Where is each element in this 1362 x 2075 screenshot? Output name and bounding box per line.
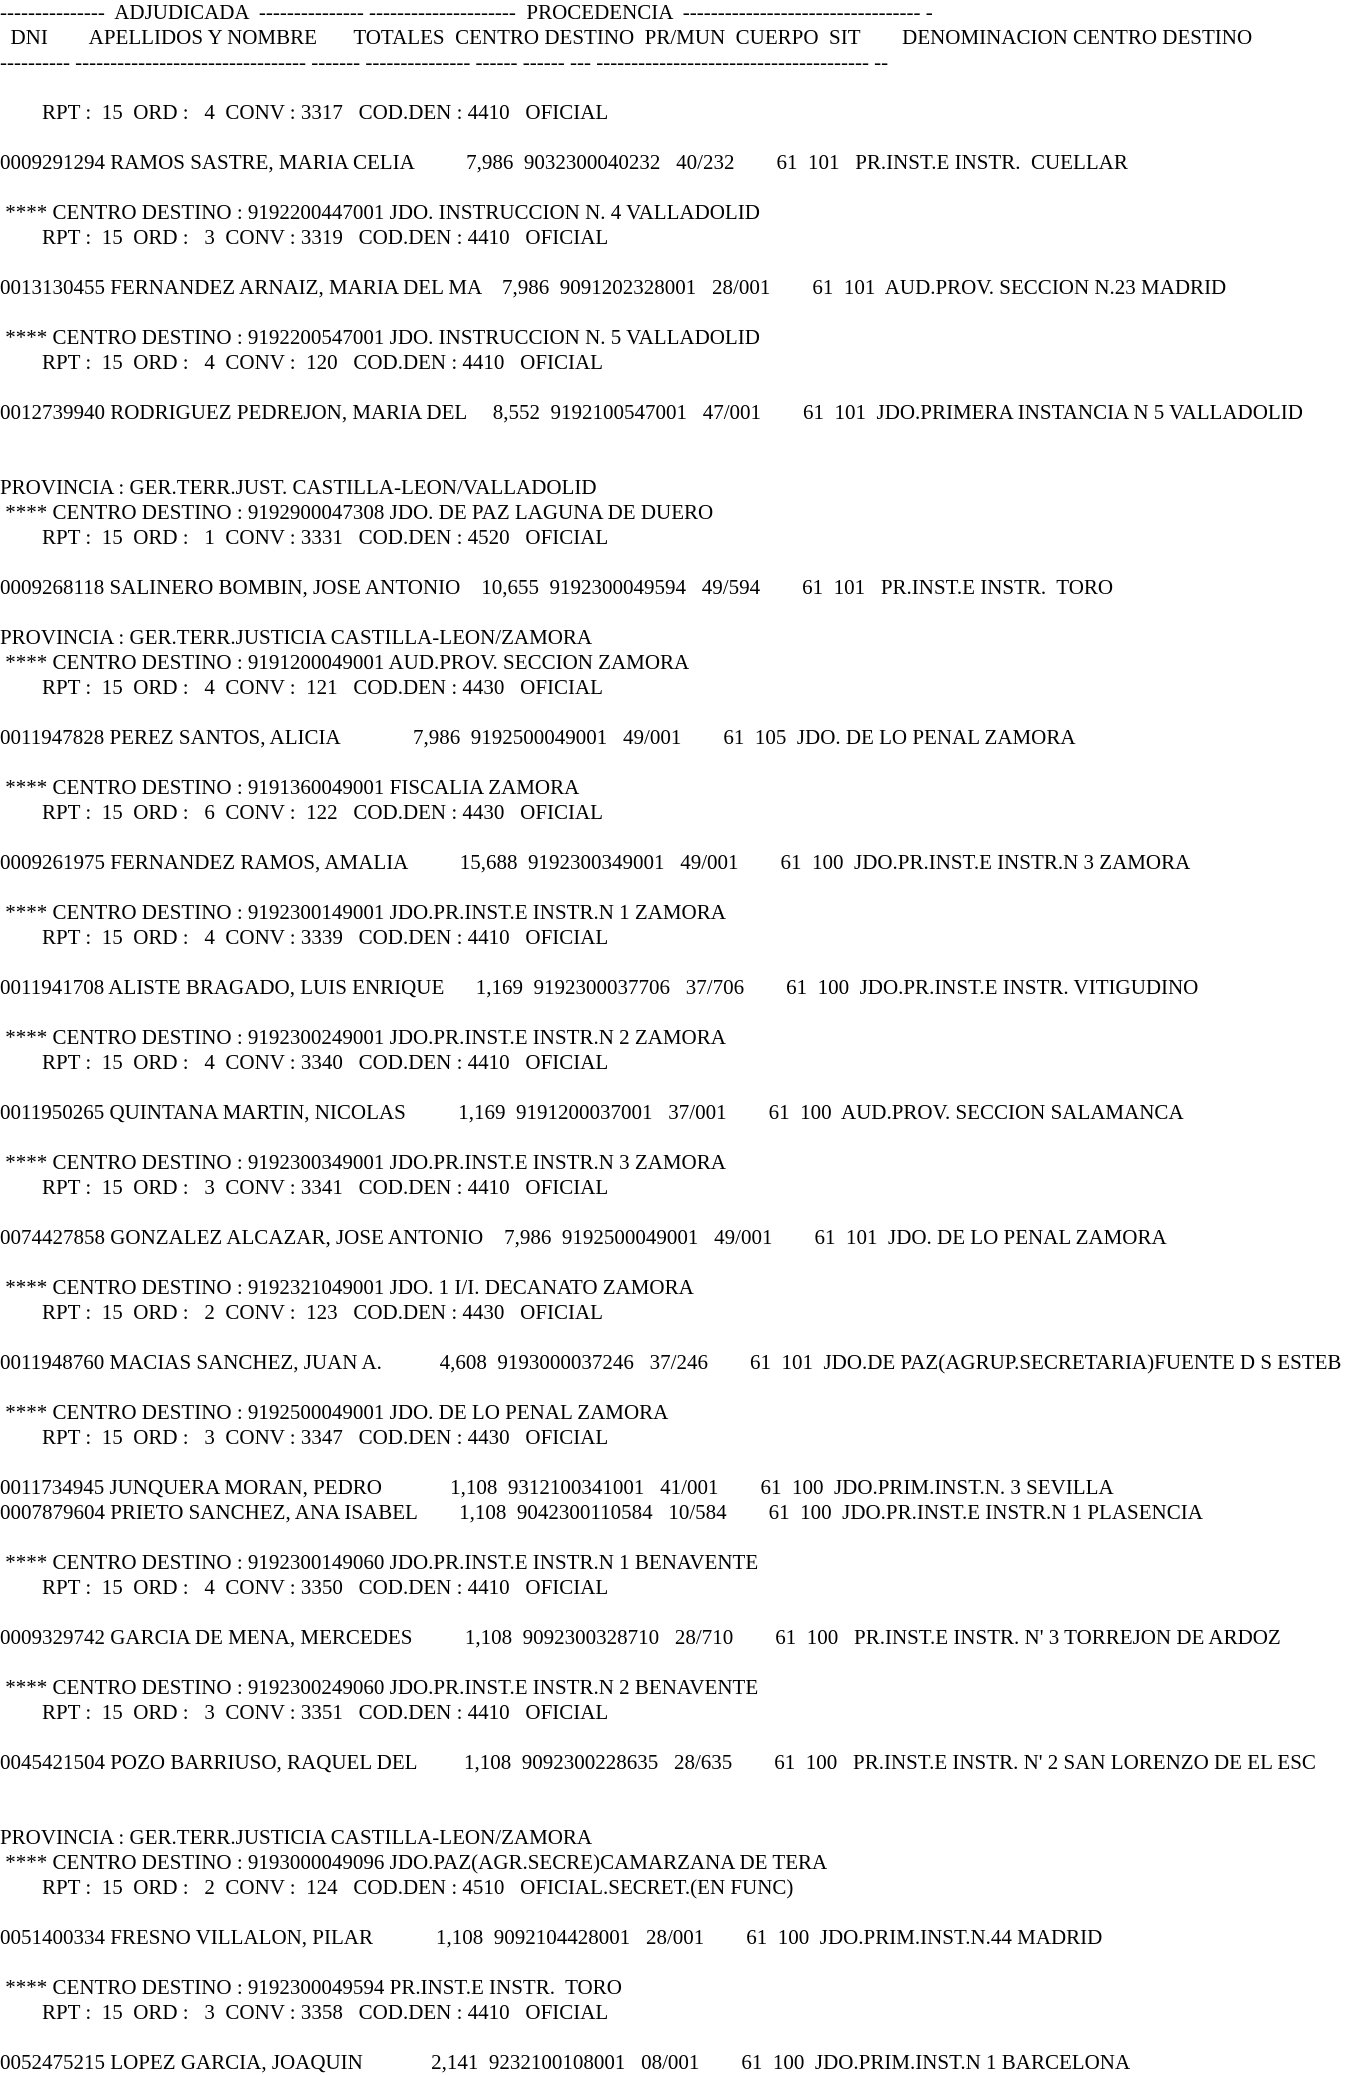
header-rule-bottom: ---------- --------------------------------- ------- --------------- ------ ------ --- --------------------------------------- -- (0, 50, 889, 74)
blank-line (0, 1325, 1362, 1350)
blank-line (0, 1775, 1362, 1800)
centro-destino-line: **** CENTRO DESTINO : 9192300049594 PR.INST.E INSTR. TORO (0, 1975, 622, 1999)
centro-destino-line: **** CENTRO DESTINO : 9191200049001 AUD.PROV. SECCION ZAMORA (0, 650, 690, 674)
blank-line (0, 1950, 1362, 1975)
rpt-line: RPT : 15 ORD : 4 CONV : 3317 COD.DEN : 4410 OFICIAL (42, 100, 609, 124)
rpt-line: RPT : 15 ORD : 2 CONV : 123 COD.DEN : 4430 OFICIAL (42, 1300, 604, 1324)
rpt-line: RPT : 15 ORD : 4 CONV : 121 COD.DEN : 4430 OFICIAL (42, 675, 604, 699)
blank-line (0, 375, 1362, 400)
blank-line (0, 175, 1362, 200)
provincia-line: PROVINCIA : GER.TERR.JUSTICIA CASTILLA-LEON/ZAMORA (0, 1825, 593, 1849)
rpt-line: RPT : 15 ORD : 4 CONV : 3340 COD.DEN : 4410 OFICIAL (42, 1050, 609, 1074)
blank-line (0, 875, 1362, 900)
blank-line (0, 75, 1362, 100)
rpt-line: RPT : 15 ORD : 4 CONV : 3350 COD.DEN : 4410 OFICIAL (42, 1575, 609, 1599)
record-line: 0012739940 RODRIGUEZ PEDREJON, MARIA DEL 8,552 9192100547001 47/001 61 101 JDO.PRIMERA INSTANCIA N 5 VALLADOLID (0, 400, 1303, 424)
provincia-line: PROVINCIA : GER.TERR.JUSTICIA CASTILLA-LEON/ZAMORA (0, 625, 593, 649)
blank-line (0, 750, 1362, 775)
blank-line (0, 1525, 1362, 1550)
header-rule-top: --------------- ADJUDICADA --------------- --------------------- PROCEDENCIA ---------------------------------- - (0, 0, 933, 24)
centro-destino-line: **** CENTRO DESTINO : 9192200547001 JDO. INSTRUCCION N. 5 VALLADOLID (0, 325, 760, 349)
record-line: 0074427858 GONZALEZ ALCAZAR, JOSE ANTONIO 7,986 9192500049001 49/001 61 101 JDO. DE LO PENAL ZAMORA (0, 1225, 1167, 1249)
record-line: 0009329742 GARCIA DE MENA, MERCEDES 1,108 9092300328710 28/710 61 100 PR.INST.E INSTR. N' 3 TORREJON DE ARDOZ (0, 1625, 1281, 1649)
blank-line (0, 1650, 1362, 1675)
document-body (0, 75, 1362, 2075)
blank-line (0, 1000, 1362, 1025)
centro-destino-line: **** CENTRO DESTINO : 9192500049001 JDO. DE LO PENAL ZAMORA (0, 1400, 669, 1424)
blank-line (0, 125, 1362, 150)
blank-line (0, 300, 1362, 325)
blank-line (0, 250, 1362, 275)
rpt-line: RPT : 15 ORD : 3 CONV : 3358 COD.DEN : 4410 OFICIAL (42, 2000, 609, 2024)
column-headers: DNI APELLIDOS Y NOMBRE TOTALES CENTRO DESTINO PR/MUN CUERPO SIT DENOMINACION CENTRO DESTINO (0, 25, 1253, 49)
centro-destino-line: **** CENTRO DESTINO : 9192300249001 JDO.PR.INST.E INSTR.N 2 ZAMORA (0, 1025, 726, 1049)
rpt-line: RPT : 15 ORD : 3 CONV : 3347 COD.DEN : 4430 OFICIAL (42, 1425, 609, 1449)
record-line: 0011941708 ALISTE BRAGADO, LUIS ENRIQUE 1,169 9192300037706 37/706 61 100 JDO.PR.INST.E INSTR. VITIGUDINO (0, 975, 1199, 999)
blank-line (0, 700, 1362, 725)
rpt-line: RPT : 15 ORD : 3 CONV : 3351 COD.DEN : 4410 OFICIAL (42, 1700, 609, 1724)
centro-destino-line: **** CENTRO DESTINO : 9192300349001 JDO.PR.INST.E INSTR.N 3 ZAMORA (0, 1150, 726, 1174)
rpt-line: RPT : 15 ORD : 4 CONV : 3339 COD.DEN : 4410 OFICIAL (42, 925, 609, 949)
blank-line (0, 1450, 1362, 1475)
centro-destino-line: **** CENTRO DESTINO : 9192300149001 JDO.PR.INST.E INSTR.N 1 ZAMORA (0, 900, 726, 924)
rpt-line: RPT : 15 ORD : 6 CONV : 122 COD.DEN : 4430 OFICIAL (42, 800, 604, 824)
blank-line (0, 1900, 1362, 1925)
centro-destino-line: **** CENTRO DESTINO : 9191360049001 FISCALIA ZAMORA (0, 775, 580, 799)
centro-destino-line: **** CENTRO DESTINO : 9192200447001 JDO. INSTRUCCION N. 4 VALLADOLID (0, 200, 760, 224)
blank-line (0, 2025, 1362, 2050)
blank-line (0, 1375, 1362, 1400)
provincia-line: PROVINCIA : GER.TERR.JUST. CASTILLA-LEON/VALLADOLID (0, 475, 597, 499)
rpt-line: RPT : 15 ORD : 4 CONV : 120 COD.DEN : 4410 OFICIAL (42, 350, 604, 374)
blank-line (0, 1250, 1362, 1275)
record-line: 0009261975 FERNANDEZ RAMOS, AMALIA 15,688 9192300349001 49/001 61 100 JDO.PR.INST.E INSTR.N 3 ZAMORA (0, 850, 1191, 874)
record-line: 0007879604 PRIETO SANCHEZ, ANA ISABEL 1,108 9042300110584 10/584 61 100 JDO.PR.INST.E INSTR.N 1 PLASENCIA (0, 1500, 1203, 1524)
blank-line (0, 1600, 1362, 1625)
blank-line (0, 600, 1362, 625)
record-line: 0052475215 LOPEZ GARCIA, JOAQUIN 2,141 9232100108001 08/001 61 100 JDO.PRIM.INST.N 1 BARCELONA (0, 2050, 1131, 2074)
record-line: 0011947828 PEREZ SANTOS, ALICIA 7,986 9192500049001 49/001 61 105 JDO. DE LO PENAL ZAMORA (0, 725, 1076, 749)
blank-line (0, 1075, 1362, 1100)
rpt-line: RPT : 15 ORD : 1 CONV : 3331 COD.DEN : 4520 OFICIAL (42, 525, 609, 549)
blank-line (0, 550, 1362, 575)
record-line: 0013130455 FERNANDEZ ARNAIZ, MARIA DEL MA 7,986 9091202328001 28/001 61 101 AUD.PROV. SECCION N.23 MADRID (0, 275, 1227, 299)
record-line: 0051400334 FRESNO VILLALON, PILAR 1,108 9092104428001 28/001 61 100 JDO.PRIM.INST.N.44 MADRID (0, 1925, 1103, 1949)
record-line: 0011950265 QUINTANA MARTIN, NICOLAS 1,169 9191200037001 37/001 61 100 AUD.PROV. SECCION SALAMANCA (0, 1100, 1184, 1124)
blank-line (0, 1125, 1362, 1150)
rpt-line: RPT : 15 ORD : 3 CONV : 3341 COD.DEN : 4410 OFICIAL (42, 1175, 609, 1199)
centro-destino-line: **** CENTRO DESTINO : 9192300149060 JDO.PR.INST.E INSTR.N 1 BENAVENTE (0, 1550, 759, 1574)
rpt-line: RPT : 15 ORD : 2 CONV : 124 COD.DEN : 4510 OFICIAL.SECRET.(EN FUNC) (42, 1875, 794, 1899)
centro-destino-line: **** CENTRO DESTINO : 9192321049001 JDO. 1 I/I. DECANATO ZAMORA (0, 1275, 694, 1299)
blank-line (0, 825, 1362, 850)
blank-line (0, 450, 1362, 475)
centro-destino-line: **** CENTRO DESTINO : 9192300249060 JDO.PR.INST.E INSTR.N 2 BENAVENTE (0, 1675, 759, 1699)
record-line: 0009268118 SALINERO BOMBIN, JOSE ANTONIO 10,655 9192300049594 49/594 61 101 PR.INST.E INSTR. TORO (0, 575, 1114, 599)
record-line: 0011948760 MACIAS SANCHEZ, JUAN A. 4,608 9193000037246 37/246 61 101 JDO.DE PAZ(AGRUP.SECRETARIA)FUENTE D S ESTEB (0, 1350, 1342, 1374)
blank-line (0, 1725, 1362, 1750)
record-line: 0045421504 POZO BARRIUSO, RAQUEL DEL 1,108 9092300228635 28/635 61 100 PR.INST.E INSTR. N' 2 SAN LORENZO DE EL ESC (0, 1750, 1316, 1774)
blank-line (0, 1800, 1362, 1825)
blank-line (0, 425, 1362, 450)
blank-line (0, 950, 1362, 975)
centro-destino-line: **** CENTRO DESTINO : 9192900047308 JDO. DE PAZ LAGUNA DE DUERO (0, 500, 714, 524)
rpt-line: RPT : 15 ORD : 3 CONV : 3319 COD.DEN : 4410 OFICIAL (42, 225, 609, 249)
blank-line (0, 1200, 1362, 1225)
centro-destino-line: **** CENTRO DESTINO : 9193000049096 JDO.PAZ(AGR.SECRE)CAMARZANA DE TERA (0, 1850, 828, 1874)
record-line: 0009291294 RAMOS SASTRE, MARIA CELIA 7,986 9032300040232 40/232 61 101 PR.INST.E INSTR. CUELLAR (0, 150, 1128, 174)
record-line: 0011734945 JUNQUERA MORAN, PEDRO 1,108 9312100341001 41/001 61 100 JDO.PRIM.INST.N. 3 SEVILLA (0, 1475, 1114, 1499)
